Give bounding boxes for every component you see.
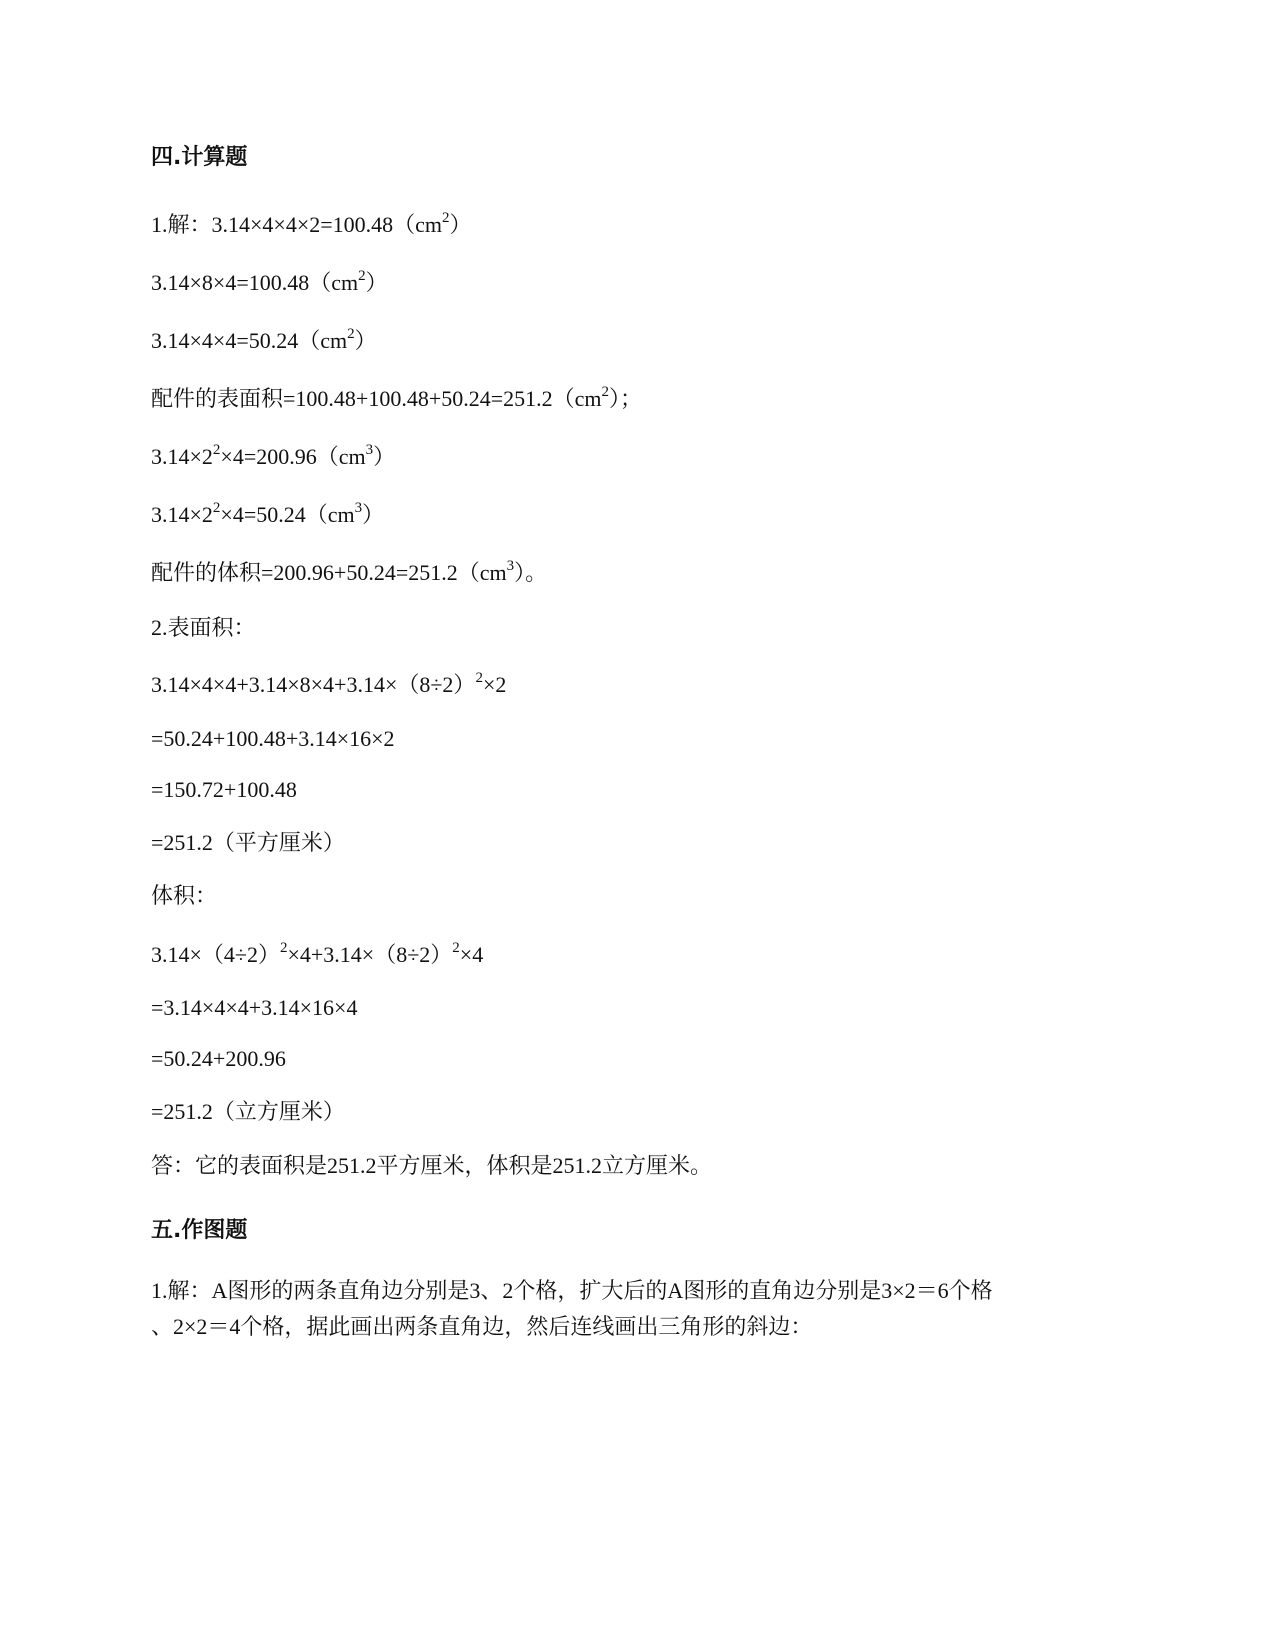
q2-volume-step-2: =50.24+200.96 [151, 1046, 286, 1071]
q1-line-2: $3.14\times 8\times 4=100.48(cm^2)$ [151, 267, 388, 295]
q1-line-3: $3.14\times 4\times 4=50.24(cm^2)$ [151, 325, 377, 353]
q2-surface-label: 2.表面积： [151, 615, 256, 640]
drawing-q1-line-1: 1.解：A图形的两条直角边分别是3、2个格，扩大后的A图形的直角边分别是3×2＝6个格 [151, 1278, 993, 1303]
drawing-q1-line-2: 、2×2＝4个格，据此画出两条直角边，然后连线画出三角形的斜边： [151, 1314, 813, 1339]
q2-answer: 答：它的表面积是251.2平方厘米，体积是251.2立方厘米。 [151, 1153, 713, 1178]
section-heading-calculation: 四.计算题 [151, 145, 248, 170]
q1-line-6: $3.14\times 2^2\times 4=50.24(cm^3)$ [151, 499, 385, 527]
q1-line-1: 1.解：$3.14\times 4\times 4\times 2=100.48(cm^2)$ [151, 209, 472, 237]
q1-line-5: $3.14\times 2^2\times 4=200.96(cm^3)$ [151, 441, 396, 469]
q1-line-7: 配件的体积$=200.96+50.24=251.2(cm^3)$。 [151, 557, 548, 585]
section-heading-drawing: 五.作图题 [151, 1218, 248, 1243]
q2-surface-step-1: =50.24+100.48+3.14×16×2 [151, 726, 395, 751]
q2-volume-result: =251.2（立方厘米） [151, 1099, 345, 1124]
q2-surface-formula: $3.14\times 4\times 4+3.14\times 8\times 4+3.14\times(8\div 2)^2\times 2$ [151, 669, 507, 697]
q2-volume-formula: $3.14\times(4\div 2)^2\times 4+3.14\times(8\div 2)^2\times 4$ [151, 939, 484, 967]
q2-volume-label: 体积： [151, 883, 218, 908]
q2-volume-step-1: =3.14×4×4+3.14×16×4 [151, 995, 358, 1020]
q2-surface-result: =251.2（平方厘米） [151, 830, 345, 855]
q2-surface-step-2: =150.72+100.48 [151, 777, 297, 802]
q1-line-4: 配件的表面积$=100.48+100.48+50.24=251.2(cm^2)$； [151, 383, 643, 411]
